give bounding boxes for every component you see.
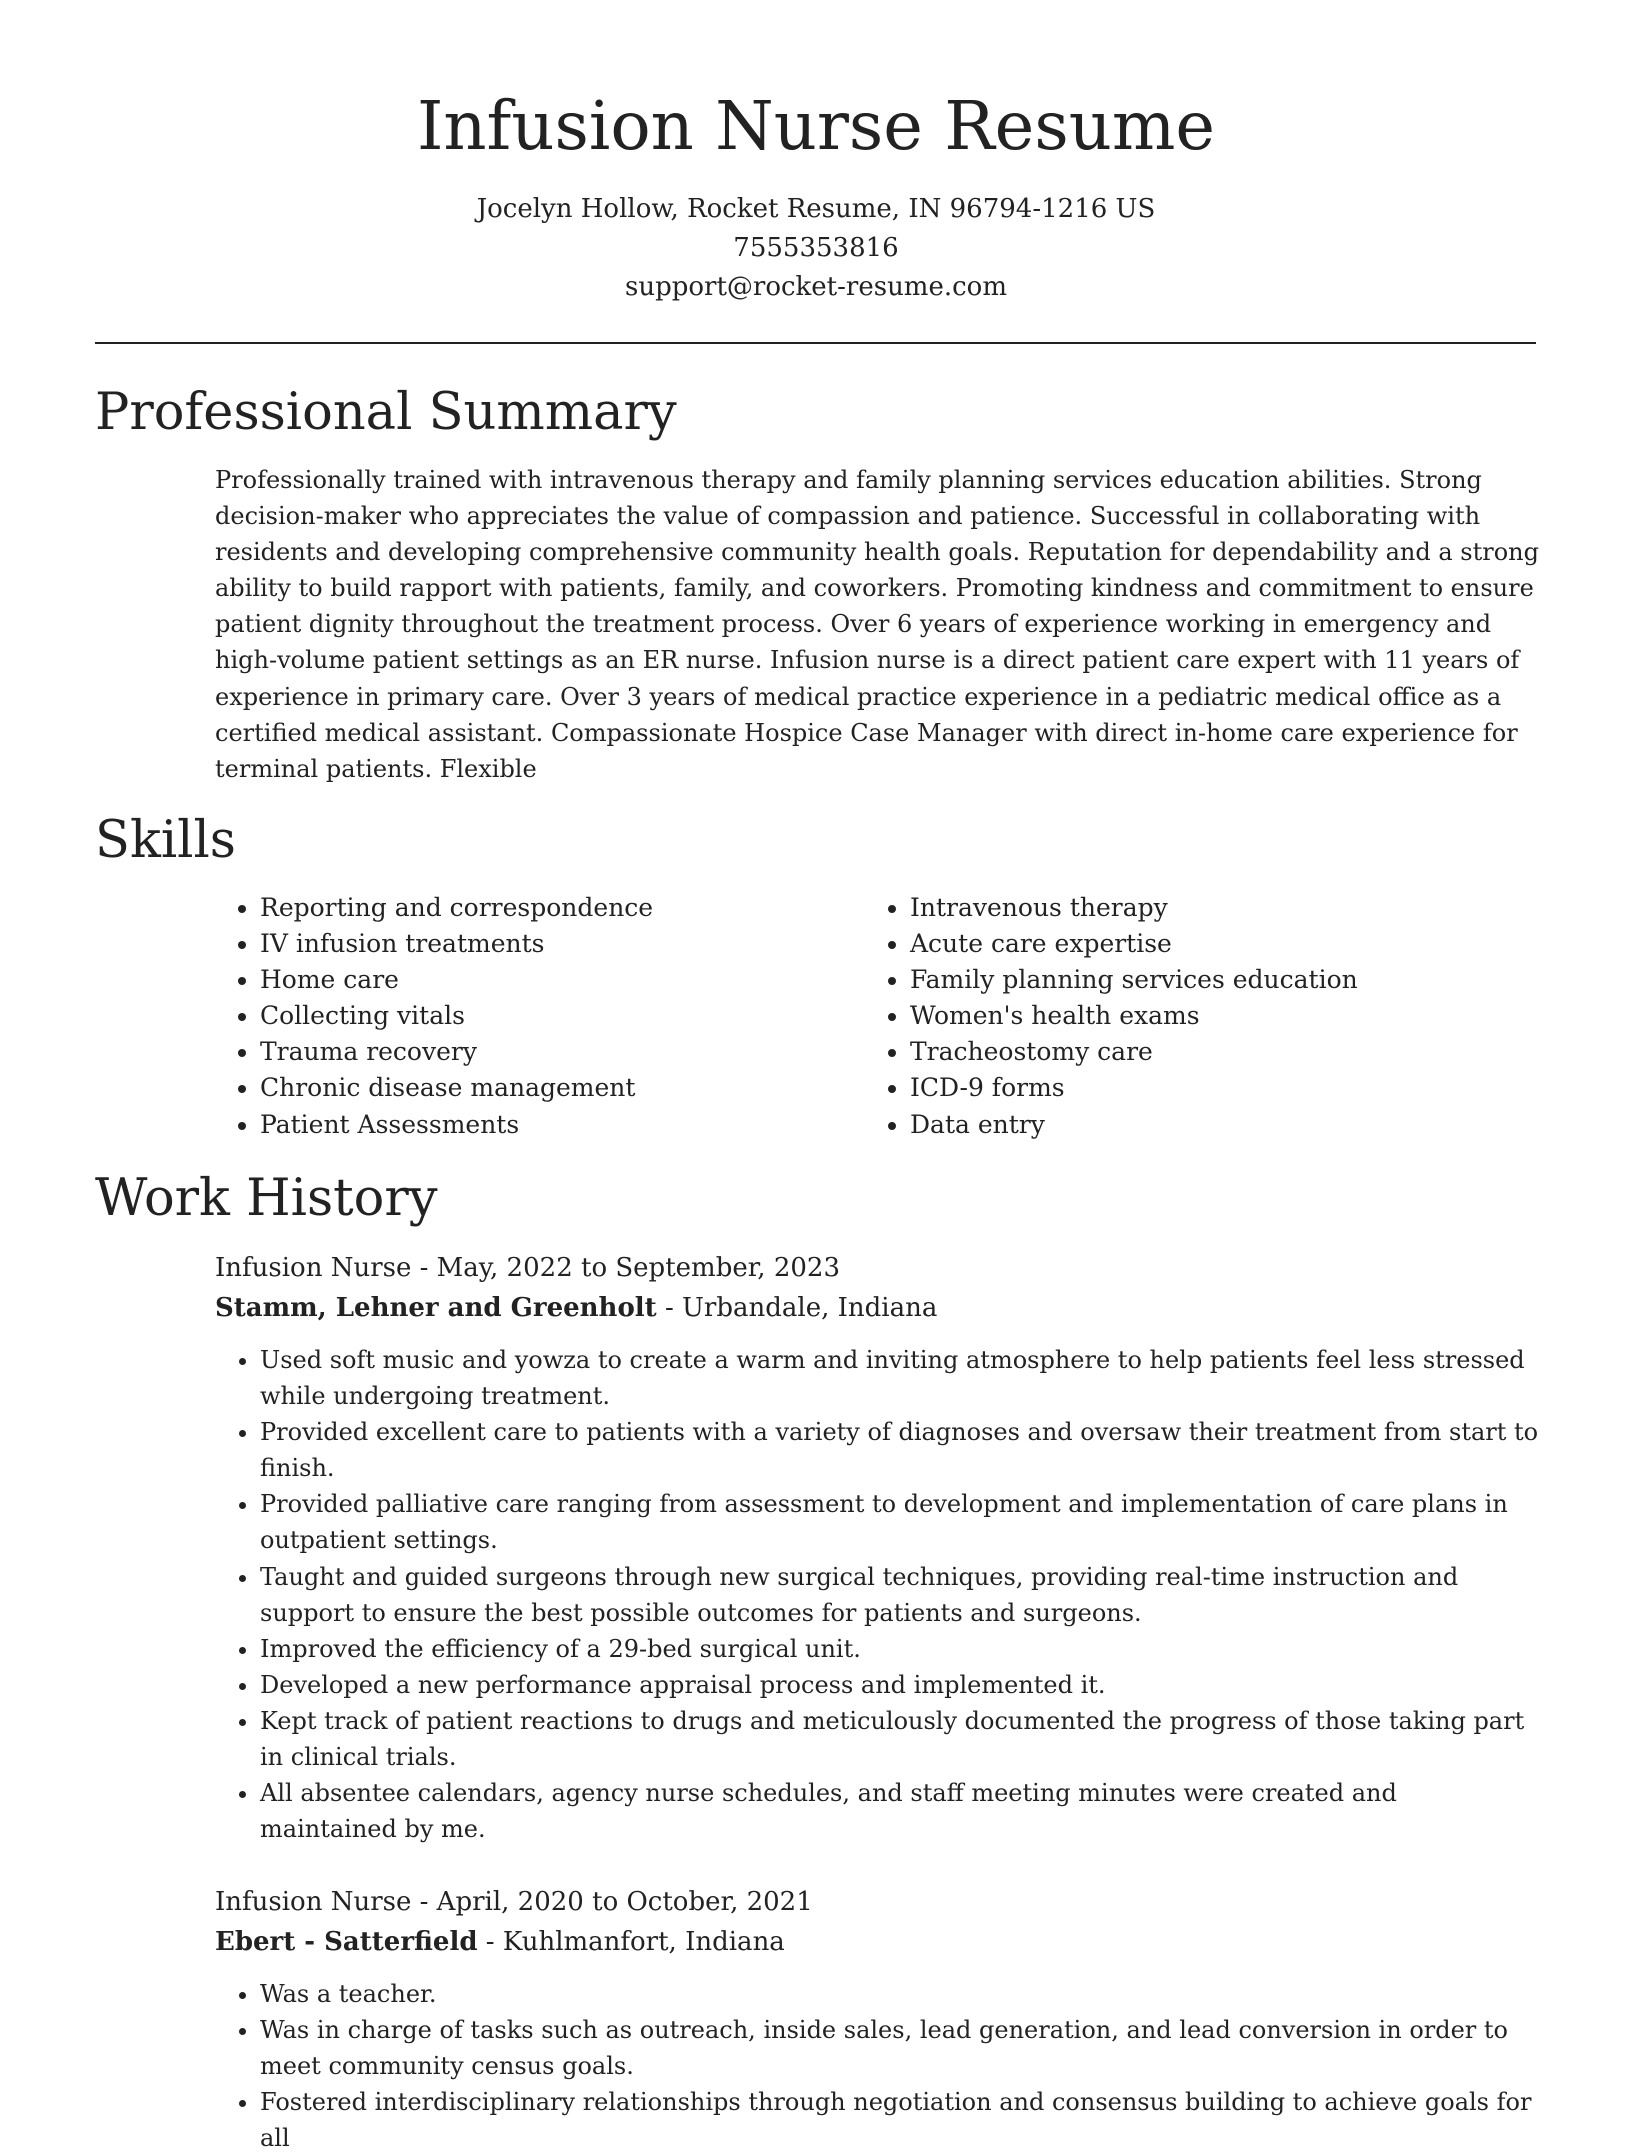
skill-item: • Data entry: [910, 1107, 1485, 1143]
contact-email[interactable]: support@rocket-resume.com: [624, 272, 1007, 302]
job-title-line: [215, 1882, 1540, 1922]
job-bullet: • Provided palliative care ranging from assessment to development and implementation of care plans in outpatient settings.: [260, 1486, 1540, 1558]
summary-text: Professionally trained with intravenous therapy and family planning services education abilities. Strong decision-maker who appreciates the value of compassion and patience. Successful in collaborating with residents and developing comprehensive community health goals. Reputation for dependability and a strong ability to build rapport with patients, family, and coworkers. Promoting kindness and commitment to ensure patient dignity throughout the treatment process. Over 6 years of experience working in emergency and high-volume patient settings as an ER nurse. Infusion nurse is a direct patient care expert with 11 years of experience in primary care. Over 3 years of medical practice experience in a pediatric medical office as a certified medical assistant. Compassionate Hospice Case Manager with direct in-home care experience for terminal patients. Flexible: [215, 466, 1539, 783]
job-bullet: • Taught and guided surgeons through new surgical techniques, providing real-time instruction and support to ensure the best possible outcomes for patients and surgeons.: [260, 1559, 1540, 1631]
skill-item: • Intravenous therapy: [910, 890, 1485, 926]
header-divider: [95, 342, 1536, 344]
job-bullet: • Used soft music and yowza to create a warm and inviting atmosphere to help patients feel less stressed while undergoing treatment.: [260, 1342, 1540, 1414]
job-bullet: • All absentee calendars, agency nurse schedules, and staff meeting minutes were created and maintained by me.: [260, 1775, 1540, 1847]
skill-item: • Reporting and correspondence: [260, 890, 835, 926]
skills-list-left: [215, 890, 835, 1143]
skill-item: • Patient Assessments: [260, 1107, 835, 1143]
job-company-line: [215, 1288, 1540, 1328]
skill-item: • Tracheostomy care: [910, 1034, 1485, 1070]
contact-phone: 7555353816: [733, 233, 899, 263]
job-location: - Kuhlmanfort, Indiana: [477, 1927, 785, 1957]
job-company: Stamm, Lehner and Greenholt: [215, 1293, 657, 1323]
job-bullet: • Was a teacher.: [260, 1976, 1540, 2012]
skill-item: • ICD-9 forms: [910, 1070, 1485, 1106]
skill-item: • IV infusion treatments: [260, 926, 835, 962]
job-bullets: [215, 1976, 1540, 2156]
job-entry: [215, 1248, 1540, 1847]
contact-address: Jocelyn Hollow, Rocket Resume, IN 96794-1216 US: [476, 194, 1156, 224]
skill-item: • Trauma recovery: [260, 1034, 835, 1070]
job-dates: - May, 2022 to September, 2023: [411, 1253, 840, 1283]
skill-item: • Acute care expertise: [910, 926, 1485, 962]
summary-heading: Professional Summary: [95, 383, 677, 442]
job-bullets: [215, 1342, 1540, 1847]
job-bullet: • Fostered interdisciplinary relationships through negotiation and consensus building to achieve goals for all: [260, 2084, 1540, 2156]
skill-item: • Home care: [260, 962, 835, 998]
work-history-heading: Work History: [95, 1169, 438, 1228]
job-title: Infusion Nurse: [215, 1253, 412, 1283]
job-bullet: • Developed a new performance appraisal process and implemented it.: [260, 1667, 1540, 1703]
job-company-line: [215, 1922, 1540, 1962]
skills-list-right: [865, 890, 1485, 1143]
job-location: - Urbandale, Indiana: [656, 1293, 938, 1323]
job-bullet: • Provided excellent care to patients with a variety of diagnoses and oversaw their treatment from start to finish.: [260, 1414, 1540, 1486]
job-entry: [215, 1882, 1540, 2156]
skill-item: • Family planning services education: [910, 962, 1485, 998]
skills-heading: Skills: [95, 811, 236, 870]
job-bullet: • Improved the efficiency of a 29-bed surgical unit.: [260, 1631, 1540, 1667]
job-bullet: • Kept track of patient reactions to drugs and meticulously documented the progress of those taking part in clinical trials.: [260, 1703, 1540, 1775]
job-company: Ebert - Satterfield: [215, 1927, 478, 1957]
resume-title: Infusion Nurse Resume: [416, 87, 1216, 165]
resume-header: [0, 84, 1632, 307]
skill-item: • Chronic disease management: [260, 1070, 835, 1106]
job-title-line: [215, 1248, 1540, 1288]
contact-info: [0, 190, 1632, 307]
skill-item: • Women's health exams: [910, 998, 1485, 1034]
skill-item: • Collecting vitals: [260, 998, 835, 1034]
job-dates: - April, 2020 to October, 2021: [411, 1887, 813, 1917]
job-bullet: • Was in charge of tasks such as outreach, inside sales, lead generation, and lead conversion in order to meet community census goals.: [260, 2012, 1540, 2084]
job-title: Infusion Nurse: [215, 1887, 412, 1917]
